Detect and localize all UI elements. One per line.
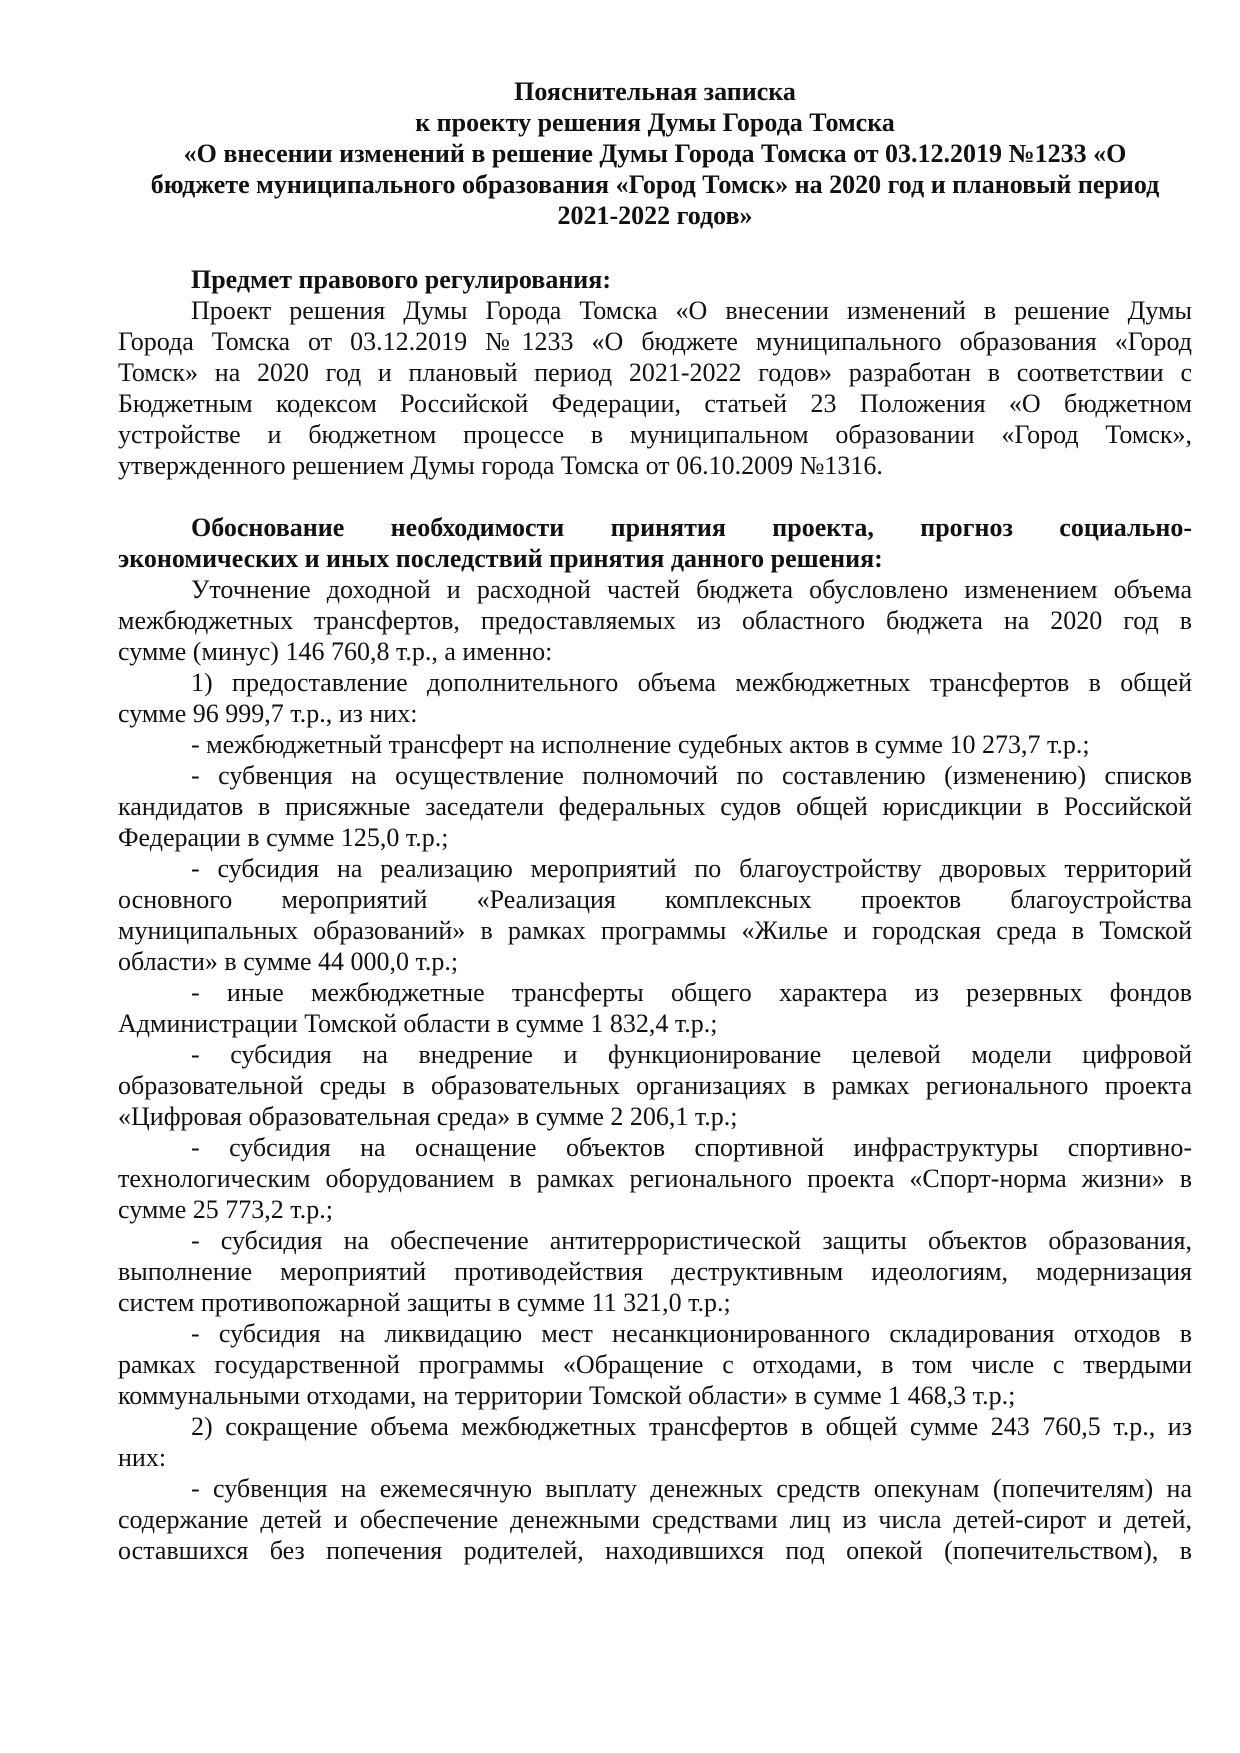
paragraph-line: систем противопожарной защиты в сумме 11 321,0 т.р.; [118, 1288, 731, 1317]
paragraph-line: утвержденного решением Думы города Томска от 06.10.2009 №1316. [118, 451, 883, 480]
paragraph-line: - межбюджетный трансферт на исполнение судебных актов в сумме 10 273,7 т.р.; [191, 730, 1090, 759]
paragraph-line: основного мероприятий «Реализация комплексных проектов благоустройства [118, 885, 1192, 914]
paragraph [118, 853, 1192, 977]
paragraph-line: - субвенция на осуществление полномочий по составлению (изменению) списков [191, 761, 1192, 790]
paragraph [118, 1318, 1192, 1411]
paragraph-line: сумме 96 999,7 т.р., из них: [118, 699, 418, 728]
paragraph-line: них: [118, 1443, 167, 1472]
paragraph-line: оставшихся без попечения родителей, находившихся под опекой (попечительством), в [118, 1536, 1192, 1565]
section-heading [118, 264, 1192, 295]
section-legal-subject [118, 264, 1192, 481]
paragraph-line: межбюджетных трансфертов, предоставляемых из областного бюджета на 2020 год в [118, 606, 1192, 635]
paragraph [118, 729, 1192, 760]
paragraph [118, 295, 1192, 481]
title-line: к проекту решения Думы Города Томска [415, 108, 895, 137]
paragraph-line: 1) предоставление дополнительного объема межбюджетных трансфертов в общей [191, 668, 1192, 697]
paragraph-line: - субсидия на оснащение объектов спортивной инфраструктуры спортивно- [191, 1133, 1192, 1162]
title-line: бюджете муниципального образования «Город Томск» на 2020 год и плановый период [150, 170, 1160, 199]
paragraph-line: коммунальными отходами, на территории Томской области» в сумме 1 468,3 т.р.; [118, 1381, 1016, 1410]
section-heading [118, 512, 1192, 574]
paragraph [118, 977, 1192, 1039]
paragraph-line: устройстве и бюджетном процессе в муниципальном образовании «Город Томск», [118, 420, 1192, 449]
paragraph-line: области» в сумме 44 000,0 т.р.; [118, 947, 459, 976]
paragraph-line: Города Томска от 03.12.2019 №1233 «О бюджете муниципального образования «Город [118, 327, 1192, 356]
paragraph-line: - иные межбюджетные трансферты общего характера из резервных фондов [191, 978, 1192, 1007]
paragraph-line: - субсидия на внедрение и функционирование целевой модели цифровой [191, 1040, 1192, 1069]
paragraph-line: выполнение мероприятий противодействия деструктивным идеологиям, модернизация [118, 1257, 1192, 1286]
paragraph-line: - субвенция на ежемесячную выплату денежных средств опекунам (попечителям) на [191, 1474, 1192, 1503]
heading-line: Обоснование необходимости принятия проекта, прогноз социально- [191, 513, 1192, 542]
paragraph [118, 667, 1192, 729]
paragraph [118, 1225, 1192, 1318]
paragraph-line: 2) сокращение объема межбюджетных трансфертов в общей сумме 243 760,5 т.р., из [191, 1412, 1192, 1441]
paragraph-line: кандидатов в присяжные заседатели федеральных судов общей юрисдикции в Российской [118, 792, 1192, 821]
section-justification [118, 512, 1192, 1566]
paragraph-line: Проект решения Думы Города Томска «О внесении изменений в решение Думы [191, 296, 1192, 325]
paragraph-line: образовательной среды в образовательных организациях в рамках регионального проекта [118, 1071, 1192, 1100]
paragraph-line: «Цифровая образовательная среда» в сумме 2 206,1 т.р.; [118, 1102, 738, 1131]
paragraph-line: Томск» на 2020 год и плановый период 2021-2022 годов» разработан в соответствии с [118, 358, 1192, 387]
title-line: «О внесении изменений в решение Думы Города Томска от 03.12.2019 №1233 «О [183, 139, 1127, 168]
paragraph-line: - субсидия на реализацию мероприятий по благоустройству дворовых территорий [191, 854, 1192, 883]
title-line: Пояснительная записка [514, 77, 796, 106]
paragraph-line: Уточнение доходной и расходной частей бюджета обусловлено изменением объема [191, 575, 1192, 604]
paragraph [118, 1132, 1192, 1225]
paragraph-line: - субсидия на обеспечение антитеррористической защиты объектов образования, [191, 1226, 1192, 1255]
paragraph [118, 1411, 1192, 1473]
paragraph [118, 1473, 1192, 1566]
paragraph-line: муниципальных образований» в рамках программы «Жилье и городская среда в Томской [118, 916, 1192, 945]
title-line: 2021-2022 годов» [557, 201, 753, 230]
paragraph-line: Бюджетным кодексом Российской Федерации, статьей 23 Положения «О бюджетном [118, 389, 1192, 418]
paragraph-line: - субсидия на ликвидацию мест несанкционированного складирования отходов в [191, 1319, 1192, 1348]
heading-line: экономических и иных последствий принятия данного решения: [118, 544, 883, 573]
paragraph-line: сумме 25 773,2 т.р.; [118, 1195, 333, 1224]
heading-line: Предмет правового регулирования: [191, 265, 611, 294]
document-title [118, 76, 1192, 231]
paragraph-line: Федерации в сумме 125,0 т.р.; [118, 823, 449, 852]
paragraph-line: технологическим оборудованием в рамках регионального проекта «Спорт-норма жизни» в [118, 1164, 1192, 1193]
paragraph-line: рамках государственной программы «Обращение с отходами, в том числе с твердыми [118, 1350, 1192, 1379]
paragraph [118, 574, 1192, 667]
paragraph [118, 760, 1192, 853]
paragraph-line: Администрации Томской области в сумме 1 832,4 т.р.; [118, 1009, 718, 1038]
paragraph-line: содержание детей и обеспечение денежными средствами лиц из числа детей-сирот и детей, [118, 1505, 1192, 1534]
paragraph [118, 1039, 1192, 1132]
paragraph-line: сумме (минус) 146 760,8 т.р., а именно: [118, 637, 553, 666]
